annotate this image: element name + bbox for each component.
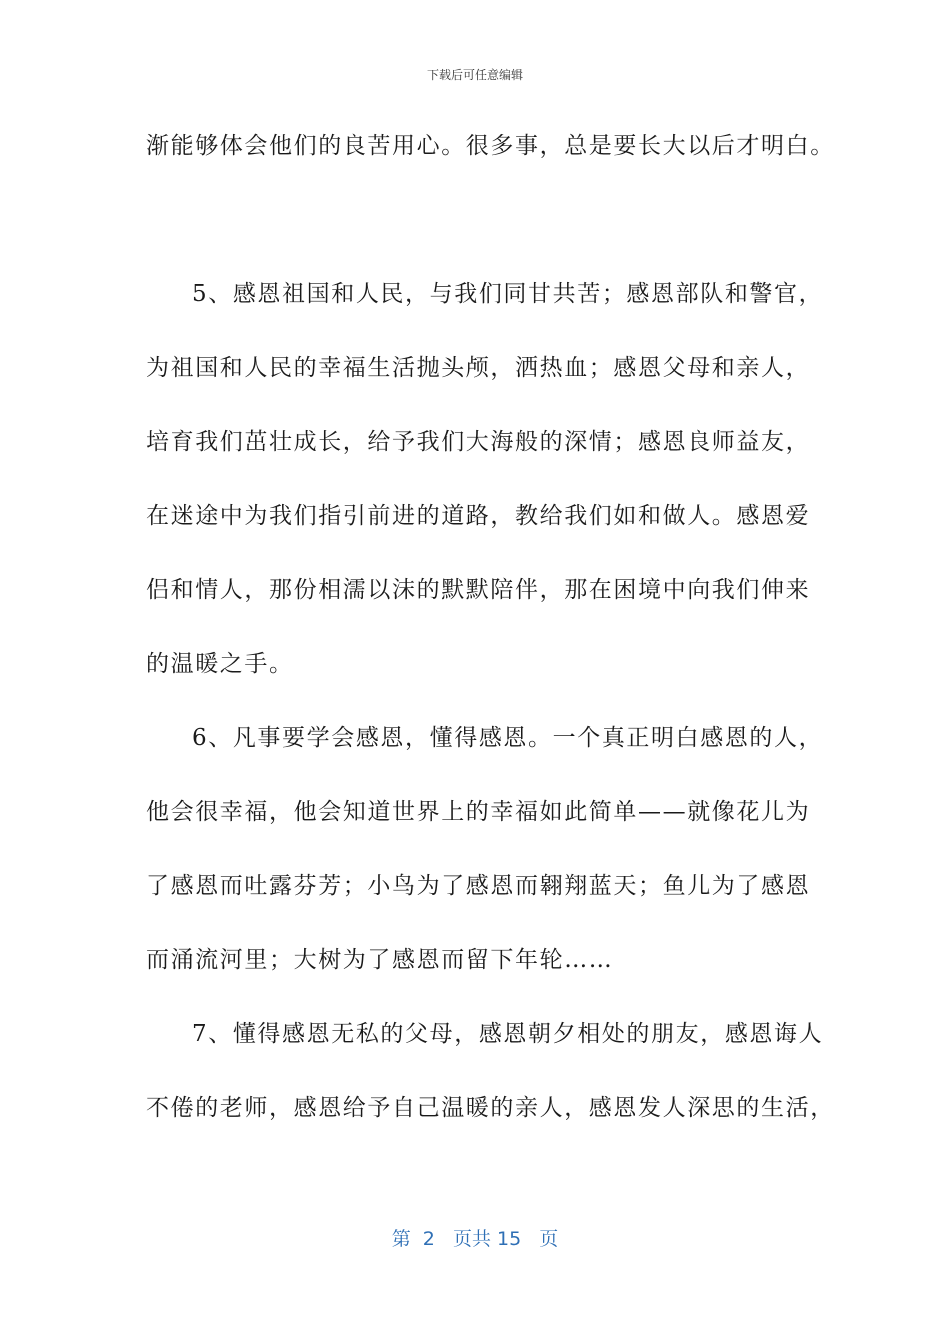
text-line: 他会很幸福，他会知道世界上的幸福如此简单——就像花儿为 bbox=[146, 799, 811, 825]
page-number-footer: 第 2 页共 15 页 bbox=[391, 1228, 559, 1250]
text-line: 渐能够体会他们的良苦用心。很多事，总是要长大以后才明白。 bbox=[146, 133, 835, 159]
document-body bbox=[146, 128, 835, 1164]
text-line: 为祖国和人民的幸福生活抛头颅，洒热血；感恩父母和亲人， bbox=[146, 355, 811, 381]
text-line: 了感恩而吐露芬芳；小鸟为了感恩而翱翔蓝天；鱼儿为了感恩 bbox=[146, 873, 811, 899]
text-line: 培育我们茁壮成长，给予我们大海般的深情；感恩良师益友， bbox=[146, 429, 811, 455]
text-line: 而涌流河里；大树为了感恩而留下年轮…… bbox=[146, 947, 614, 973]
text-line: 6、凡事要学会感恩，懂得感恩。一个真正明白感恩的人， bbox=[192, 725, 824, 751]
text-line: 侣和情人，那份相濡以沫的默默陪伴，那在困境中向我们伸来 bbox=[146, 577, 811, 603]
text-line: 不倦的老师，感恩给予自己温暖的亲人，感恩发人深思的生活， bbox=[146, 1095, 835, 1121]
text-line: 在迷途中为我们指引前进的道路，教给我们如和做人。感恩爱 bbox=[146, 503, 811, 529]
page-header: 下载后可任意编辑 bbox=[426, 68, 523, 82]
text-line: 5、感恩祖国和人民，与我们同甘共苦；感恩部队和警官， bbox=[192, 281, 824, 307]
text-line: 7、懂得感恩无私的父母，感恩朝夕相处的朋友，感恩诲人 bbox=[192, 1021, 824, 1047]
text-line: 的温暖之手。 bbox=[146, 651, 294, 677]
paragraph-gap bbox=[146, 202, 806, 276]
